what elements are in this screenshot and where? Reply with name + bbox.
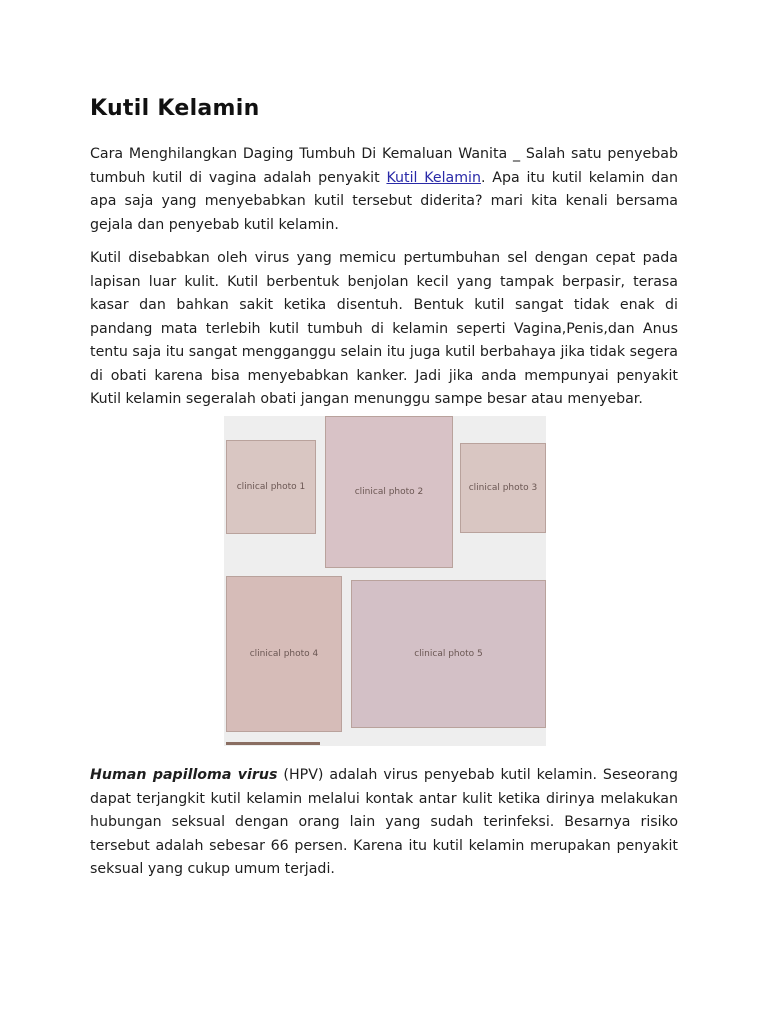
hpv-text: (HPV) adalah virus penyebab kutil kelamin. Seseorang dapat terjangkit kutil kelamin melalui kontak antar kulit ketika dirinya melakukan hubungan seksual dengan orang lain yang sudah terinfeksi. Besarnya risiko tersebut adalah sebesar 66 persen. Karena itu kutil kelamin merupakan penyakit seksual yang cukup umum terjadi. [90, 767, 678, 877]
page-title: Kutil Kelamin [90, 96, 260, 121]
cause-paragraph: Kutil disebabkan oleh virus yang memicu pertumbuhan sel dengan cepat pada lapisan luar kulit. Kutil berbentuk benjolan kecil yang tampak berpasir, terasa kasar dan bahkan sakit ketika disentuh. Bentuk kutil sangat tidak enak di pandang mata terlebih kutil tumbuh di kelamin seperti Vagina,Penis,dan Anus tentu saja itu sangat mengganggu selain itu juga kutil berbahaya jika tidak segera di obati karena bisa menyebabkan kanker. Jadi jika anda mempunyai penyakit Kutil kelamin segeralah obati jangan menunggu sampe besar atau menyebar. [90, 250, 678, 407]
clinical-image-collage [224, 416, 546, 746]
collage-tile-2: clinical photo 2 [325, 416, 453, 568]
intro-text-before-link: Cara Menghilangkan Daging Tumbuh Di Kemaluan Wanita _ Salah satu penyebab tumbuh kutil di vagina adalah penyakit [90, 146, 678, 186]
intro-text-after-link: . Apa itu kutil kelamin dan apa saja yang menyebabkan kutil tersebut diderita? mari kita kenali bersama gejala dan penyebab kutil kelamin. [90, 169, 678, 233]
hpv-paragraph [90, 764, 678, 882]
collage-tile-4: clinical photo 4 [226, 576, 342, 732]
collage-divider [226, 742, 320, 745]
collage-tile-1: clinical photo 1 [226, 440, 316, 534]
collage-tile-3: clinical photo 3 [460, 443, 546, 533]
hpv-term: Human papilloma virus [90, 767, 278, 783]
kutil-kelamin-link[interactable]: Kutil Kelamin [386, 169, 481, 186]
collage-tile-5: clinical photo 5 [351, 580, 546, 728]
intro-paragraph [90, 143, 678, 237]
